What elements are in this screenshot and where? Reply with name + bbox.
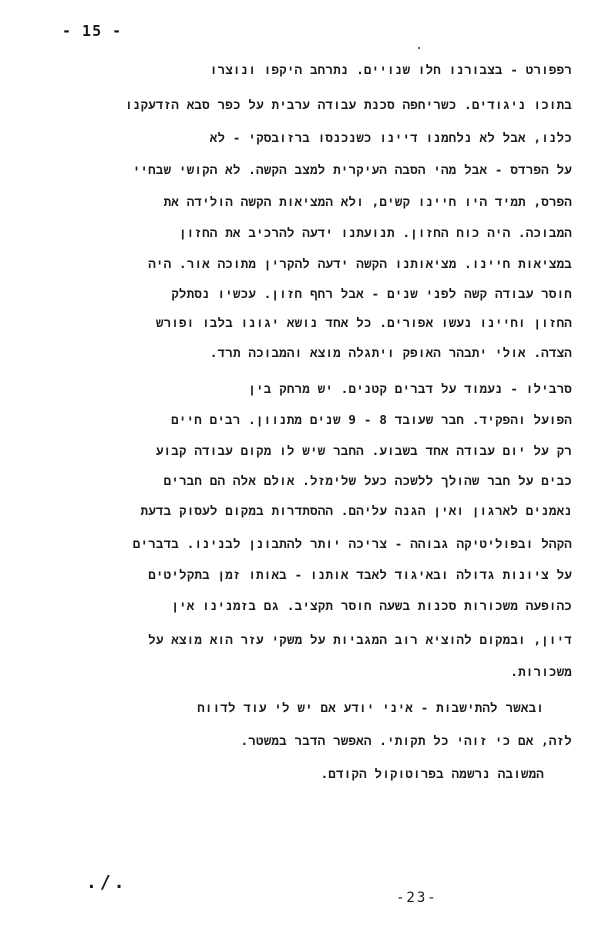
text-line: כלנו, אבל לא נלחמנו דיינו כשנכנסו ברזובסקי - לא <box>209 130 572 145</box>
text-line: המשובה נרשמה בפרוטוקול הקודם. <box>320 766 544 781</box>
text-line: הפרס, תמיד היו חיינו קשים, ולא המציאות הקשה הולידה את <box>163 194 572 209</box>
footer-page-number: -23- <box>396 890 438 906</box>
text-line: דיון, ובמקום להוציא רוב המגביות על משקי עזר הוא מוצא על <box>148 632 572 647</box>
text-line: ובאשר להתישבות - איני יודע אם יש לי עוד לדווח <box>197 700 544 715</box>
text-line: רק על יום עבודה אחד בשבוע. החבר שיש לו מקום עבודה קבוע <box>155 443 572 458</box>
text-line: רפפורט - בצבורנו חלו שנויים. נתרחב היקפו ונוצרו <box>209 62 572 77</box>
text-line: נאמנים לארגון ואין הגנה עליהם. ההסתדרות במקום לעסוק בדעת <box>140 503 572 518</box>
text-line: כבים על חבר שהולך ללשכה כעל שלימזל. אולם אלה הם חברים <box>163 473 572 488</box>
text-line: המבוכה. היה כוח החזון. תנועתנו ידעה להרכיב את החזון <box>178 225 572 240</box>
text-line: הקהל ובפוליטיקה גבוהה - צריכה יותר להתבונן לבנינו. בדברים <box>132 536 572 551</box>
text-line: במציאות חיינו. מציאותנו הקשה ידעה להקרין מתוכה אור. היה <box>148 256 572 271</box>
text-line: חוסר עבודה קשה לפני שנים - אבל רחף חזון. עכשיו נסתלק <box>171 286 572 301</box>
text-line: הפועל והפקיד. חבר שעובד 8 - 9 שנים מתנוון. רבים חיים <box>171 412 572 427</box>
text-line: לזה, אם כי זוהי כל תקותי. האפשר הדבר במשטר. <box>240 733 572 748</box>
text-line: על ציונות גדולה ובאיגוד לאבד אותנו - באותו זמן בתקליטים <box>148 567 572 582</box>
text-line: סרבילו - נעמוד על דברים קטנים. יש מרחק בין <box>248 381 572 396</box>
footer-mark: ./. <box>86 872 128 893</box>
text-line: החזון וחיינו נעשו אפורים. כל אחד נושא יגונו בלבו ופורש <box>155 315 572 330</box>
text-line: על הפרדס - אבל מהי הסבה העיקרית למצב הקשה. לא הקושי שבחיי <box>132 162 572 177</box>
text-line: משכורות. <box>510 664 572 679</box>
page-number: - 15 - <box>62 22 123 40</box>
text-line: הצדה. אולי יתבהר האופק ויתגלה מוצא והמבוכה תרד. <box>209 345 572 360</box>
scan-speck <box>418 47 420 49</box>
text-line: כהופעה משכורות סכנות בשעה חוסר תקציב. גם בזמנינו אין <box>171 598 572 613</box>
text-line: בתוכו ניגודים. כשריחפה סכנת עבודה ערבית על כפר סבא הזדעקנו <box>125 97 572 112</box>
